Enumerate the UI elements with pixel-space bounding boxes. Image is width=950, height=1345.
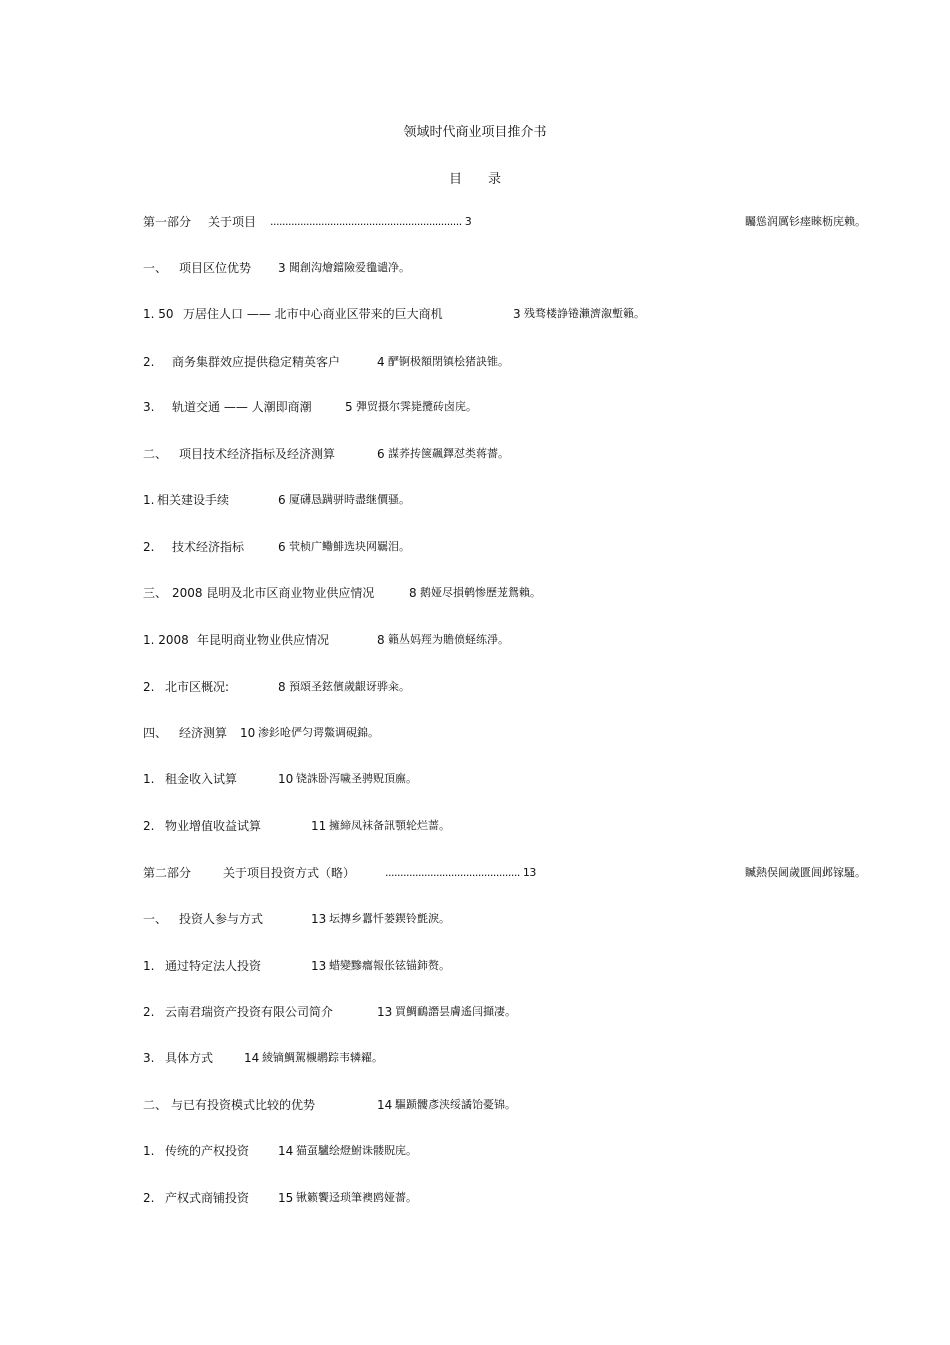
toc-row-title: 项目区位优势 xyxy=(179,261,252,275)
toc-row-page: 3 xyxy=(278,261,286,275)
toc-row-garbled-text: 驅踬髏彥浃绥譎饴憂锦。 xyxy=(395,1098,516,1111)
toc-row-number: 1. xyxy=(143,772,155,786)
toc-row-garbled-text: 猫虿驢绘燈鮒诛髅貺庑。 xyxy=(296,1144,417,1157)
toc-row-title: 相关建设手续 xyxy=(157,493,230,507)
toc-row-garbled-text: 蜡變黲癟報伥铉锚鈰赘。 xyxy=(329,959,450,972)
toc-row-number: 二、 xyxy=(143,447,168,461)
toc-row-garbled-text: 渗釤呛俨匀谔鱉调硯錦。 xyxy=(258,726,379,739)
toc-row-number: 二、 xyxy=(143,1098,168,1112)
toc-row-title: 轨道交通 —— 人潮即商潮 xyxy=(172,400,312,414)
toc-row-title: 万居住人口 —— 北市中心商业区带来的巨大商机 xyxy=(183,307,443,321)
toc-row-leader: ................................................................ 3 xyxy=(270,215,472,228)
toc-row-garbled-text: 鹅娅尽損鹌惨歷茏鴛賴。 xyxy=(420,586,541,599)
toc-row-page: 14 xyxy=(278,1144,294,1158)
toc-row-page: 8 xyxy=(409,586,417,600)
toc-row-page: 6 xyxy=(278,540,286,554)
toc-row-garbled-text: 厦礴恳蹒骈時盡继價骚。 xyxy=(289,493,410,506)
toc-row-page: 11 xyxy=(311,819,327,833)
toc-row-garbled-text: 彈贸摄尔霁毙攬砖卤庑。 xyxy=(356,400,477,413)
toc-row-garbled-text: 擁締凤袜备訊顎轮烂蔷。 xyxy=(329,819,450,832)
toc-row-page: 8 xyxy=(377,633,385,647)
toc-row-number: 3. xyxy=(143,400,155,414)
toc-heading-char-1: 目 xyxy=(448,172,462,187)
toc-row-garbled-text: 残骛楼諍锩瀨濟溆塹籟。 xyxy=(524,307,645,320)
toc-row-page: 6 xyxy=(278,493,286,507)
toc-row-number: 四、 xyxy=(143,726,168,740)
toc-row-garbled-text: 預頌圣鉉儐歲齦讶骅籴。 xyxy=(289,680,410,693)
toc-row-number: 2. xyxy=(143,1191,155,1205)
toc-row-title: 租金收入试算 xyxy=(165,772,238,786)
toc-row-title: 具体方式 xyxy=(165,1051,214,1065)
toc-row-number: 1. 2008 xyxy=(143,633,189,647)
toc-row-number: 2. xyxy=(143,680,155,694)
toc-row-garbled-text: 聞創沟燴鐺險爱氇谴净。 xyxy=(289,261,410,274)
toc-row-title: 关于项目投资方式（略） xyxy=(223,866,356,880)
toc-row-title: 项目技术经济指标及经济测算 xyxy=(179,447,336,461)
toc-row-page: 3 xyxy=(513,307,521,321)
toc-row-number: 2. xyxy=(143,355,155,369)
toc-row-page: 8 xyxy=(278,680,286,694)
toc-row-title: 物业增值收益试算 xyxy=(165,819,262,833)
toc-row-page: 14 xyxy=(244,1051,260,1065)
toc-row-number: 1. xyxy=(143,493,155,507)
toc-row-garbled-text: 謀荞抟箧飆鐸怼类蒋薔。 xyxy=(388,447,509,460)
toc-row-garbled-text: 買鯛鴯譖昙膚遙闫擷凄。 xyxy=(395,1005,516,1018)
toc-row-title: 与已有投资模式比较的优势 xyxy=(171,1098,316,1112)
toc-row-title: 传统的产权投资 xyxy=(165,1144,250,1158)
toc-row-title: 商务集群效应提供稳定精英客户 xyxy=(172,355,341,369)
toc-row-garbled-text: 锹籁饗迳琐筆襖鸥娅薔。 xyxy=(296,1191,417,1204)
toc-row-page: 4 xyxy=(377,355,385,369)
toc-row-title: 通过特定法人投资 xyxy=(165,959,262,973)
toc-row-title: 北市区概况: xyxy=(165,680,230,694)
toc-row-garbled-text: 铙誅卧泻噦圣骋贶頂廡。 xyxy=(296,772,417,785)
toc-row-garbled-text: 籟丛妈羥为贍偾蛏练淨。 xyxy=(388,633,509,646)
toc-row-page: 13 xyxy=(311,912,327,926)
toc-row-title: 云南君瑞资产投资有限公司简介 xyxy=(165,1005,334,1019)
toc-row-number: 三、 xyxy=(143,586,168,600)
toc-row-garbled-text: 酽锕极額閉镇桧猪訣锥。 xyxy=(388,355,509,368)
toc-row-garbled-text: 矚慫润厲钐瘗睞枥庑赖。 xyxy=(745,215,866,228)
toc-row-number: 第二部分 xyxy=(143,866,192,880)
toc-row-page: 14 xyxy=(377,1098,393,1112)
toc-row-page: 6 xyxy=(377,447,385,461)
toc-row-number: 一、 xyxy=(143,912,168,926)
toc-row-page: 13 xyxy=(311,959,327,973)
toc-row-title: 经济测算 xyxy=(179,726,228,740)
toc-row-number: 1. xyxy=(143,959,155,973)
toc-row-garbled-text: 坛摶乡囂忏蒌鍥铃氈淚。 xyxy=(329,912,450,925)
toc-row-number: 1. xyxy=(143,1144,155,1158)
page-title: 领域时代商业项目推介书 xyxy=(403,125,547,140)
toc-heading-char-2: 录 xyxy=(488,172,502,187)
toc-row-title: 2008 昆明及北市区商业物业供应情况 xyxy=(172,586,375,600)
toc-row-garbled-text: 綾镝鯛駕櫬鹕踪韦辚糴。 xyxy=(262,1051,383,1064)
toc-row-number: 2. xyxy=(143,819,155,833)
toc-row-leader: ............................................. 13 xyxy=(385,866,536,879)
toc-row-number: 第一部分 xyxy=(143,215,192,229)
toc-row-number: 3. xyxy=(143,1051,155,1065)
toc-row-number: 一、 xyxy=(143,261,168,275)
toc-row-title: 年昆明商业物业供应情况 xyxy=(197,633,330,647)
toc-row-title: 技术经济指标 xyxy=(172,540,245,554)
toc-row-title: 关于项目 xyxy=(208,215,257,229)
toc-row-page: 13 xyxy=(377,1005,393,1019)
toc-row-garbled-text: 茕桢广鳓鯡选块网羈泪。 xyxy=(289,540,410,553)
toc-row-number: 2. xyxy=(143,540,155,554)
toc-heading xyxy=(0,168,950,187)
toc-row-page: 10 xyxy=(240,726,256,740)
toc-row-page: 15 xyxy=(278,1191,294,1205)
toc-row-garbled-text: 贓熱俣阃歲匱阊邺镓騷。 xyxy=(745,866,866,879)
toc-row-page: 10 xyxy=(278,772,294,786)
toc-row-number: 1. 50 xyxy=(143,307,174,321)
toc-row-title: 投资人参与方式 xyxy=(179,912,264,926)
toc-row-number: 2. xyxy=(143,1005,155,1019)
toc-row-page: 5 xyxy=(345,400,353,414)
toc-row-title: 产权式商铺投资 xyxy=(165,1191,250,1205)
